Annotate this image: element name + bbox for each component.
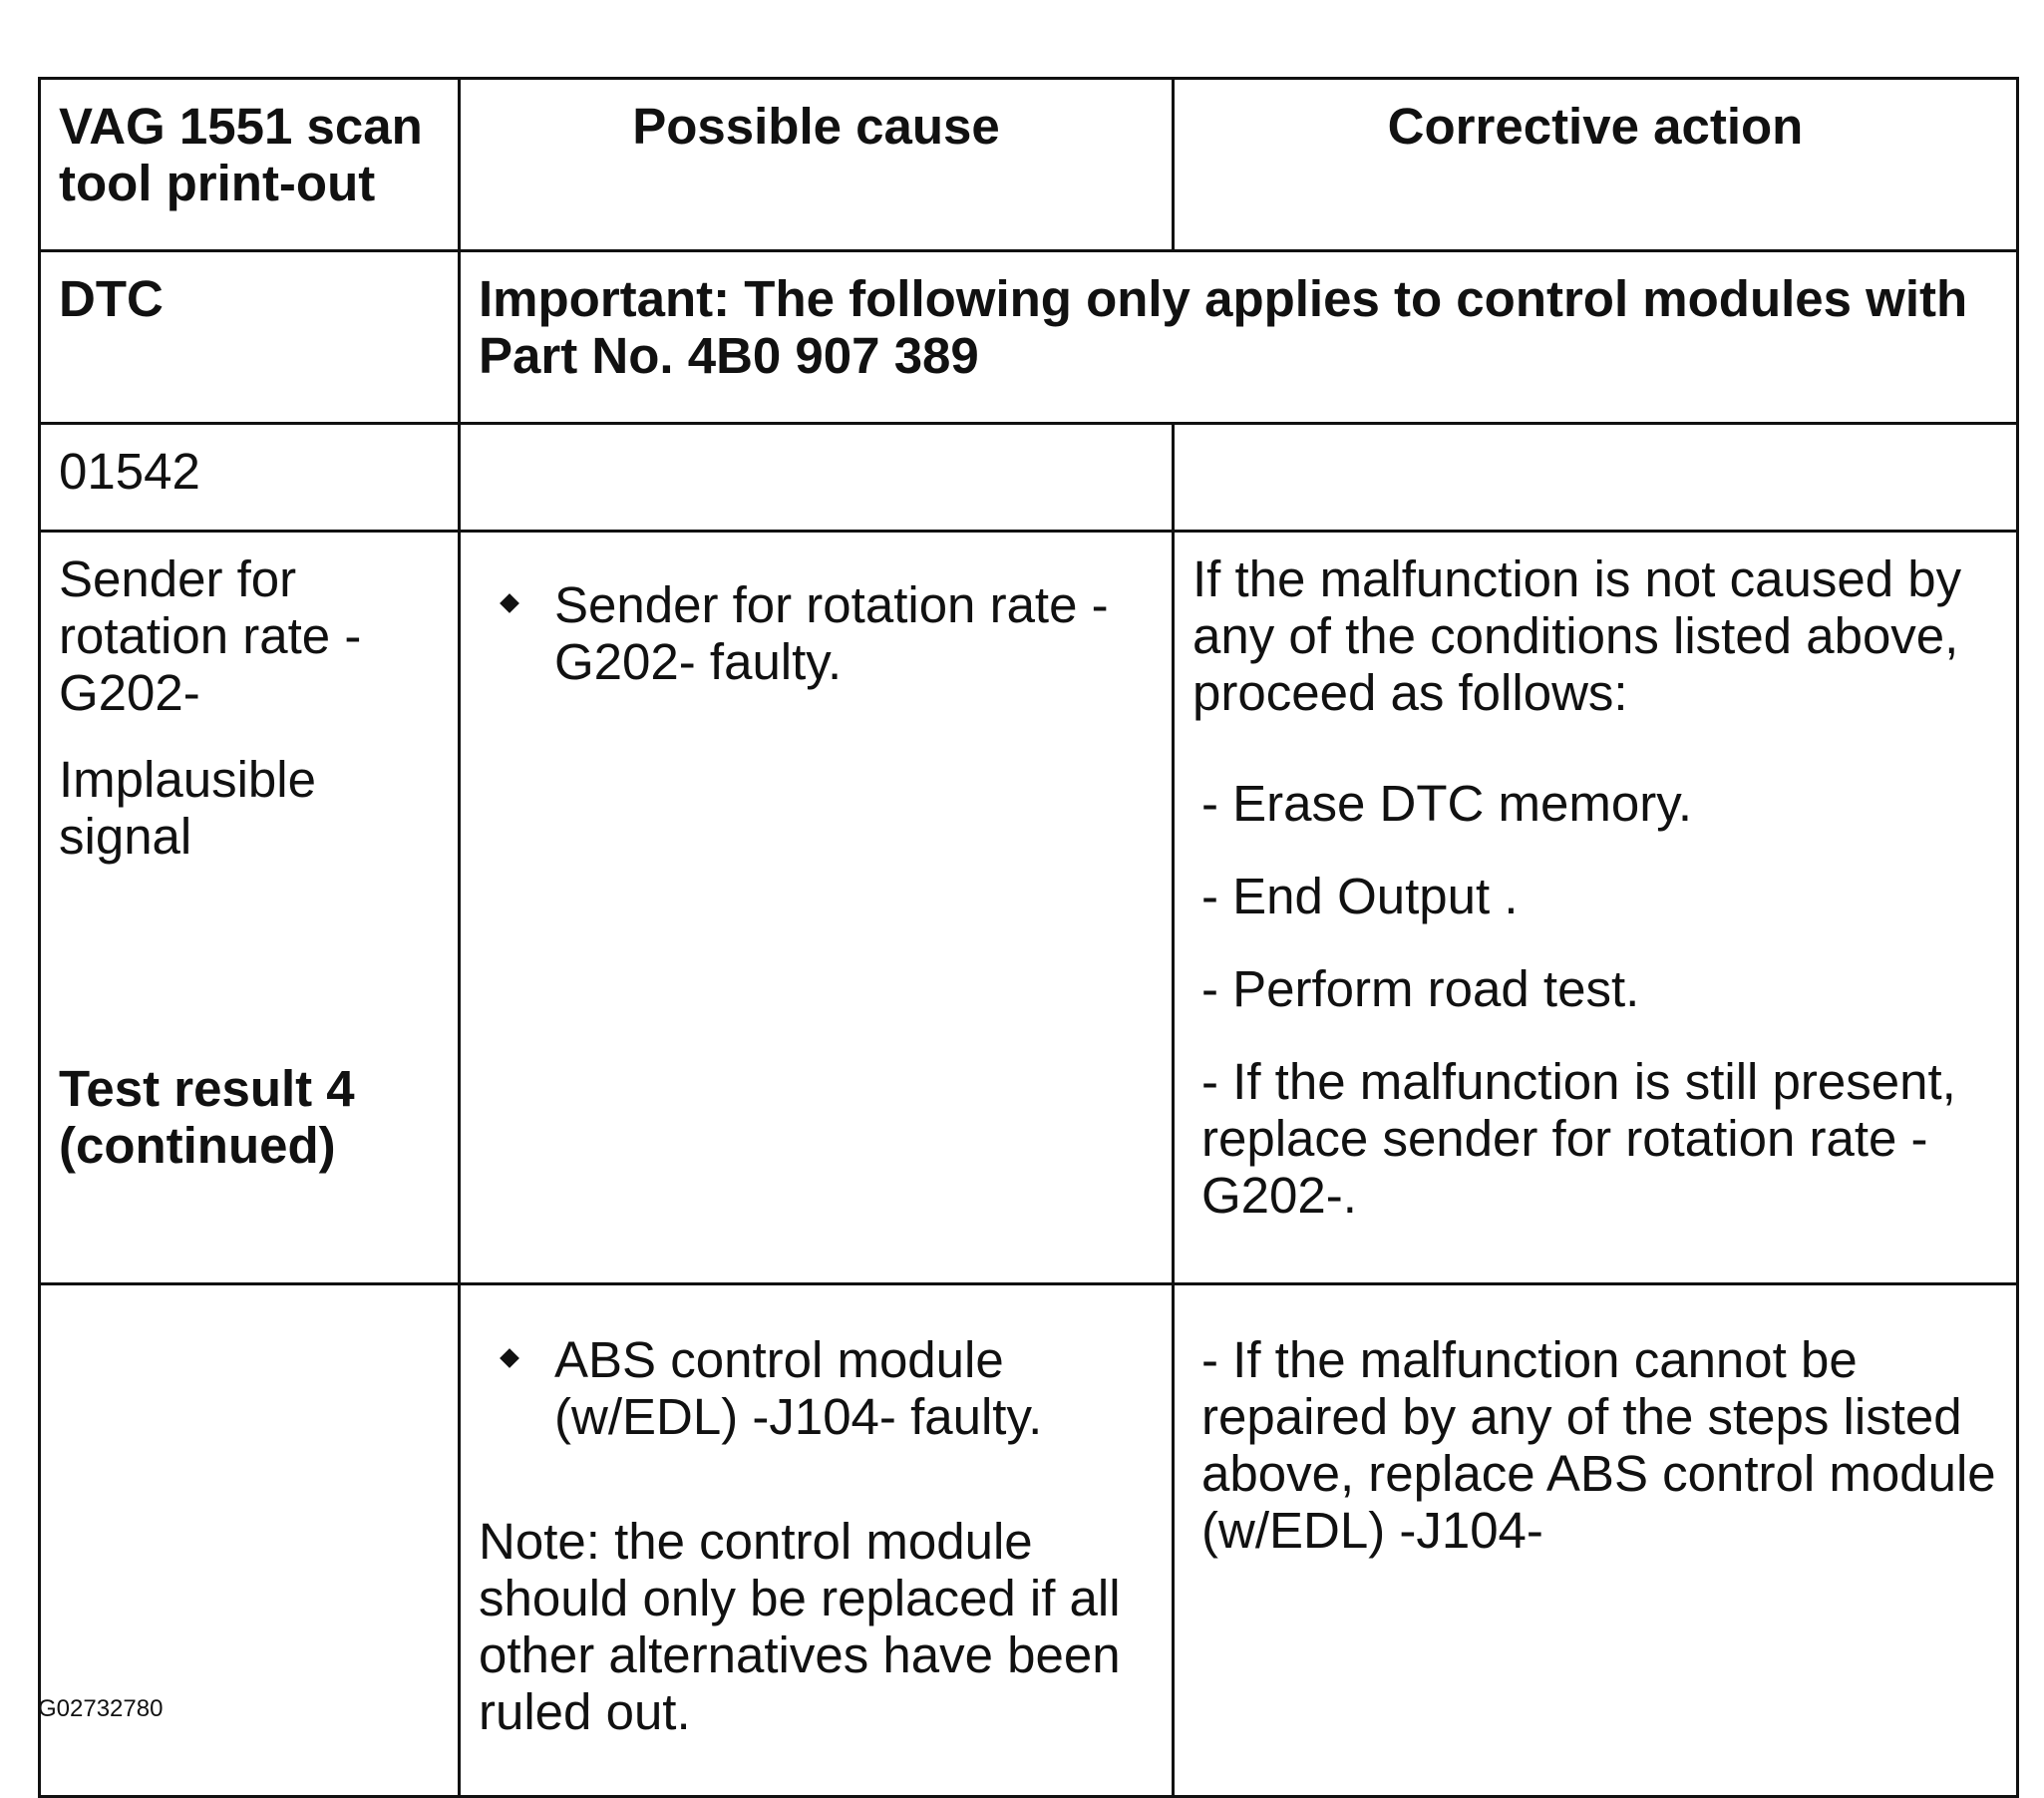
header-scan-tool: VAG 1551 scan tool print-out [40,79,460,251]
empty-cell [1174,424,2018,532]
possible-cause-cell [460,532,1174,1284]
possible-cause-cell [460,1284,1174,1797]
fault-name: Sender for rotation rate - G202- [59,550,362,721]
cause-text: ABS control module (w/EDL) -J104- faulty. [554,1331,1043,1445]
corrective-action-cell [1174,1284,2018,1797]
list-item [479,1331,1154,1445]
header-row [40,79,2018,251]
code-row [40,424,2018,532]
dtc-code: 01542 [40,424,460,532]
test-result-label: Test result 4 (continued) [59,1060,355,1174]
action-step: - Erase DTC memory. [1201,775,1693,832]
action-step: - End Output . [1201,868,1519,924]
dtc-row [40,251,2018,424]
dtc-table [38,77,2019,1798]
figure-id: G02732780 [38,1695,164,1722]
fault-description-cell [40,532,460,1284]
list-item [479,576,1154,690]
header-corrective-action: Corrective action [1174,79,2018,251]
important-note: Important: The following only applies to control modules with Part No. 4B0 907 389 [460,251,2018,424]
action-step: - Perform road test. [1201,960,1640,1017]
action-intro: If the malfunction is not caused by any of the conditions listed above, proceed as follows: [1192,550,1962,721]
table-row [40,532,2018,1284]
diamond-bullet-icon [500,593,519,613]
fault-type: Implausible signal [59,751,316,865]
corrective-action-cell [1174,532,2018,1284]
diamond-bullet-icon [500,1348,519,1368]
table-row [40,1284,2018,1797]
action-text: - If the malfunction cannot be repaired by any of the steps listed above, replace ABS control module (w/EDL) -J104- [1201,1331,1996,1559]
replacement-note: Note: the control module should only be replaced if all other alternatives have been ruled out. [479,1513,1121,1740]
cause-text: Sender for rotation rate - G202- faulty. [554,576,1109,690]
action-step: - If the malfunction is still present, replace sender for rotation rate - G202-. [1201,1053,1956,1224]
dtc-label: DTC [40,251,460,424]
header-possible-cause: Possible cause [460,79,1174,251]
empty-cell [460,424,1174,532]
